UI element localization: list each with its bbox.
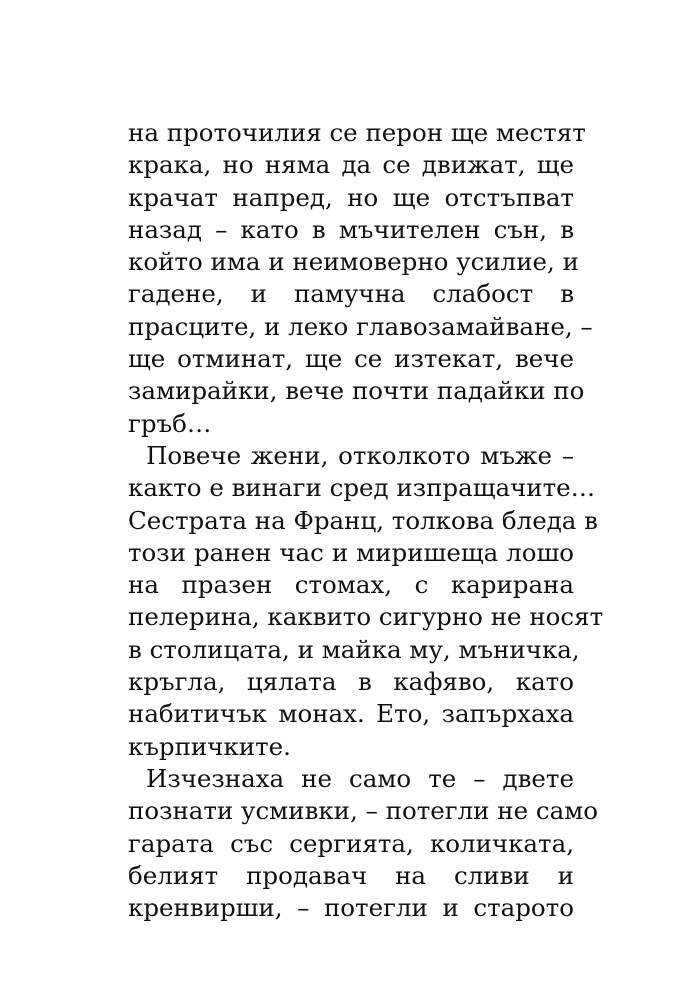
text-line: гарата със сергията, количката, — [128, 828, 574, 858]
text-line: Сестрата на Франц, толкова бледа в — [128, 505, 598, 535]
text-line: на проточилия се перон ще местят — [128, 118, 586, 147]
text-line: гръб… — [128, 408, 212, 438]
text-line: кръгла, цялата в кафяво, като — [128, 667, 574, 697]
text-line: прасците, и леко главозамайване, – — [128, 311, 593, 341]
text-line: на празен стомах, с карирана — [128, 570, 574, 600]
text-line: в столицата, и майка му, мъничка, — [128, 634, 580, 664]
text-line: ще отминат, ще се изтекат, вече — [128, 344, 574, 374]
body-text — [128, 117, 604, 924]
text-line: замирайки, вече почти падайки по — [128, 376, 585, 406]
text-line: който има и неимоверно усилие, и — [128, 247, 579, 277]
text-line: крака, но няма да се движат, ще — [128, 150, 574, 180]
text-line: белият продавач на сливи и — [128, 860, 574, 890]
text-line: пелерина, каквито сигурно не носят — [128, 602, 604, 632]
text-line: гадене, и памучна слабост в — [128, 279, 574, 309]
text-line: както е винаги сред изпращачите… — [128, 473, 596, 503]
text-line: крачат напред, но ще отстъпват — [128, 182, 574, 212]
text-line: познати усмивки, – потегли не само — [128, 796, 599, 826]
text-line: набитичък монах. Ето, запърхаха — [128, 699, 574, 729]
text-line: Повече жени, отколкото мъже – — [146, 440, 574, 470]
text-line: Изчезнаха не само те – двете — [146, 763, 574, 793]
text-line: кренвирши, – потегли и старото — [128, 893, 574, 923]
text-line: кърпичките. — [128, 731, 291, 761]
text-line: назад – като в мъчителен сън, в — [128, 214, 574, 244]
text-line: този ранен час и миришеща лошо — [128, 537, 574, 567]
